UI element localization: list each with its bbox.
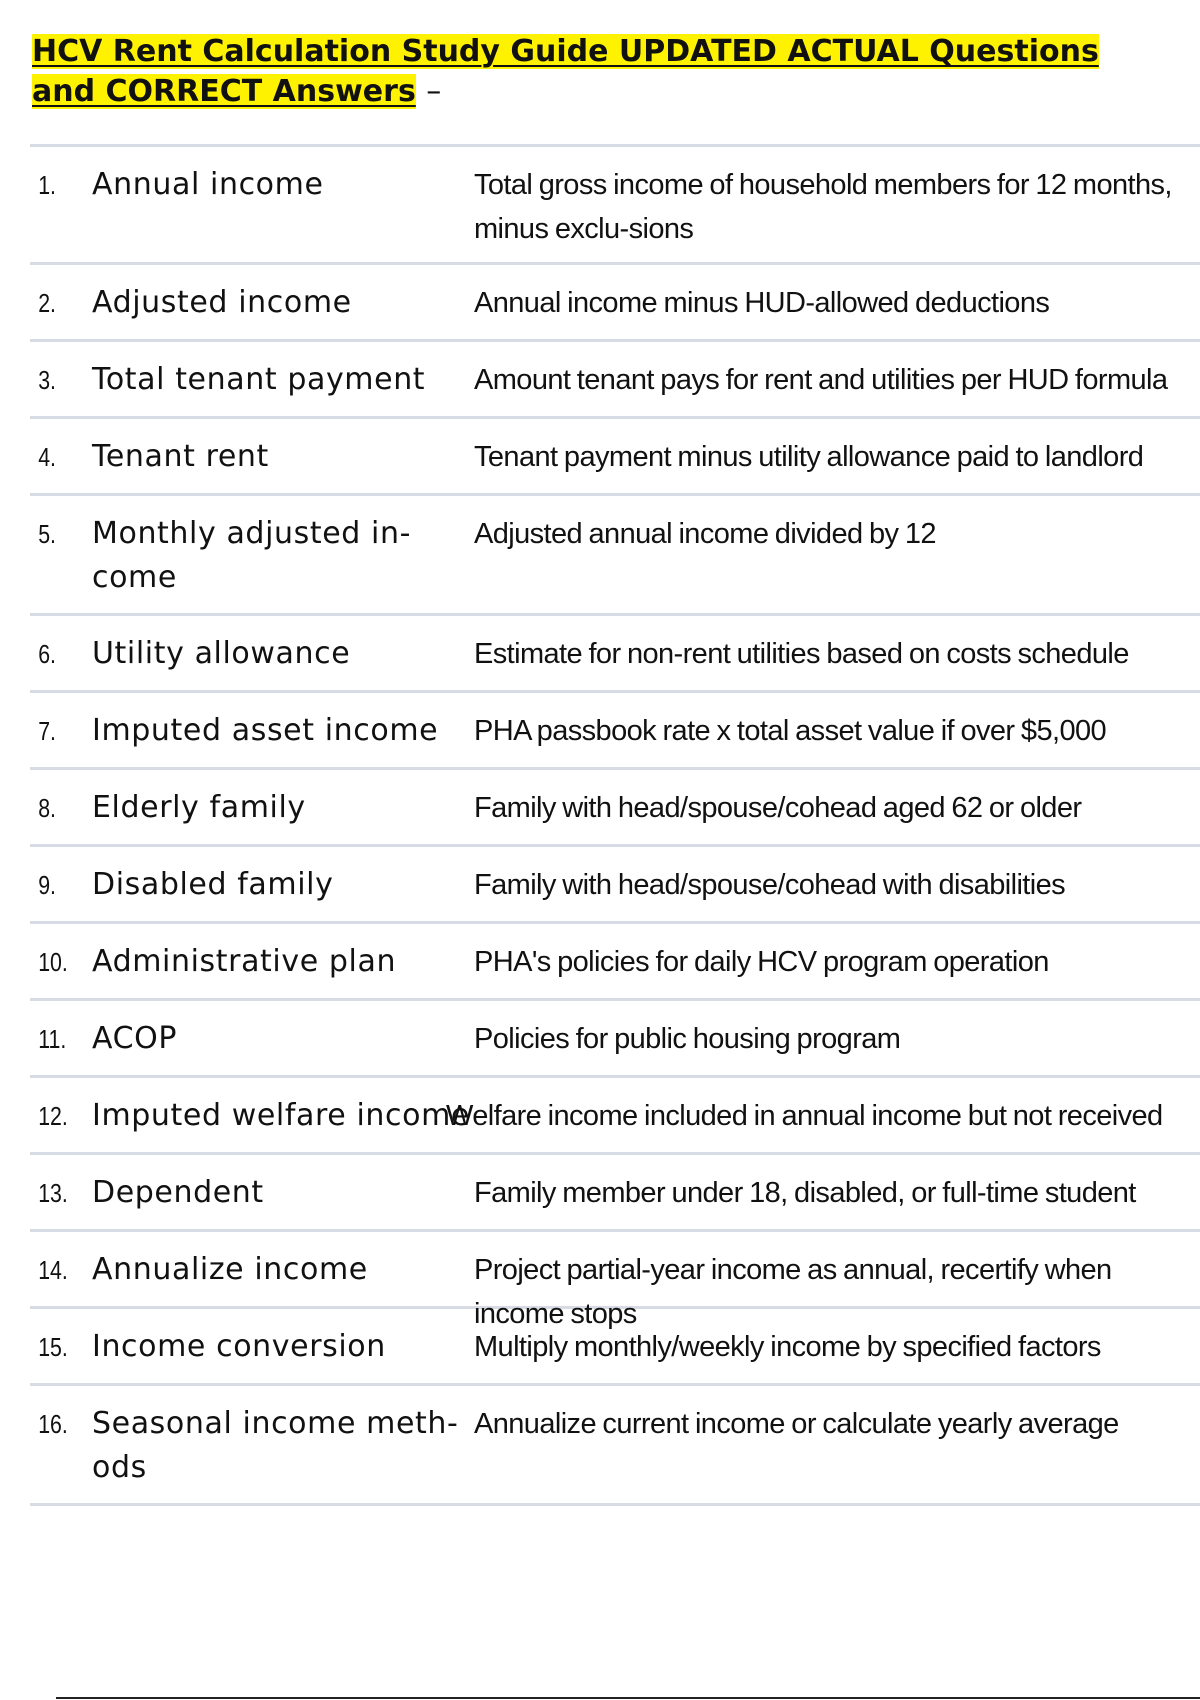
term-name: Imputed asset income <box>92 713 439 748</box>
term-number: 1. <box>38 170 56 200</box>
term-definition: PHA passbook rate x total asset value if over $5,000 <box>474 715 1107 747</box>
term-definition: Policies for public housing program <box>474 1023 901 1055</box>
term-definition: Annual income minus HUD-allowed deductions <box>474 287 1050 319</box>
term-row <box>30 770 1200 847</box>
term-row <box>30 1078 1200 1155</box>
term-number: 6. <box>38 639 56 669</box>
term-row <box>30 147 1200 265</box>
term-name: ACOP <box>92 1021 178 1056</box>
document-title <box>32 32 1152 112</box>
term-name: Administrative plan <box>92 944 397 979</box>
term-number: 12. <box>38 1101 68 1131</box>
term-row <box>30 616 1200 693</box>
term-definition: Annualize current income or calculate yearly average <box>474 1408 1119 1440</box>
term-definition: Project partial-year income as annual, recertify when income stops <box>474 1254 1112 1330</box>
term-name: Adjusted income <box>92 285 352 320</box>
footer-rule <box>56 1697 1200 1699</box>
term-row <box>30 1386 1200 1506</box>
term-name: Imputed welfare income <box>92 1098 470 1133</box>
term-row <box>30 419 1200 496</box>
term-number: 10. <box>38 947 68 977</box>
term-number: 16. <box>38 1409 68 1439</box>
term-name: Elderly family <box>92 790 306 825</box>
term-row <box>30 1001 1200 1078</box>
term-number: 3. <box>38 365 56 395</box>
term-definition: Amount tenant pays for rent and utilities per HUD formula <box>474 364 1168 396</box>
term-number: 5. <box>38 519 56 549</box>
term-number: 13. <box>38 1178 68 1208</box>
term-name: Income conversion <box>92 1329 386 1364</box>
term-row <box>30 342 1200 419</box>
term-name: Tenant rent <box>92 439 269 474</box>
term-number: 4. <box>38 442 56 472</box>
term-row <box>30 1155 1200 1232</box>
term-name: Seasonal income meth-ods <box>92 1406 459 1485</box>
term-row <box>30 496 1200 616</box>
term-name: Total tenant payment <box>92 362 426 397</box>
term-definition: Estimate for non-rent utilities based on costs schedule <box>474 638 1129 670</box>
term-number: 15. <box>38 1332 68 1362</box>
term-definition: Family with head/spouse/cohead with disabilities <box>474 869 1066 901</box>
term-definition: Family member under 18, disabled, or full-time student <box>474 1177 1136 1209</box>
term-number: 11. <box>38 1024 67 1054</box>
term-row <box>30 1232 1200 1330</box>
term-definition: Multiply monthly/weekly income by specified factors <box>474 1331 1101 1363</box>
term-row <box>30 265 1200 342</box>
term-name: Annualize income <box>92 1252 368 1287</box>
term-definition: Adjusted annual income divided by 12 <box>474 518 936 550</box>
term-name: Annual income <box>92 167 324 202</box>
term-number: 8. <box>38 793 56 823</box>
term-definition: Total gross income of household members for 12 months, minus exclu-sions <box>474 169 1172 245</box>
terms-table <box>30 144 1200 1506</box>
document-title-text: HCV Rent Calculation Study Guide UPDATED ACTUAL Questions and CORRECT Answers <box>32 34 1099 109</box>
term-row <box>30 693 1200 770</box>
term-number: 9. <box>38 870 56 900</box>
term-number: 7. <box>38 716 56 746</box>
term-row <box>30 847 1200 924</box>
term-definition: Family with head/spouse/cohead aged 62 or older <box>474 792 1082 824</box>
term-row <box>30 924 1200 1001</box>
term-name: Disabled family <box>92 867 334 902</box>
term-number: 14. <box>38 1255 68 1285</box>
term-name: Monthly adjusted in-come <box>92 516 412 595</box>
term-definition: Tenant payment minus utility allowance paid to landlord <box>474 441 1144 473</box>
term-definition: Welfare income included in annual income but not received <box>446 1100 1163 1132</box>
term-definition: PHA's policies for daily HCV program operation <box>474 946 1049 978</box>
term-number: 2. <box>38 288 56 318</box>
term-name: Utility allowance <box>92 636 351 671</box>
title-trailing-dash: – <box>426 74 442 109</box>
term-name: Dependent <box>92 1175 264 1210</box>
